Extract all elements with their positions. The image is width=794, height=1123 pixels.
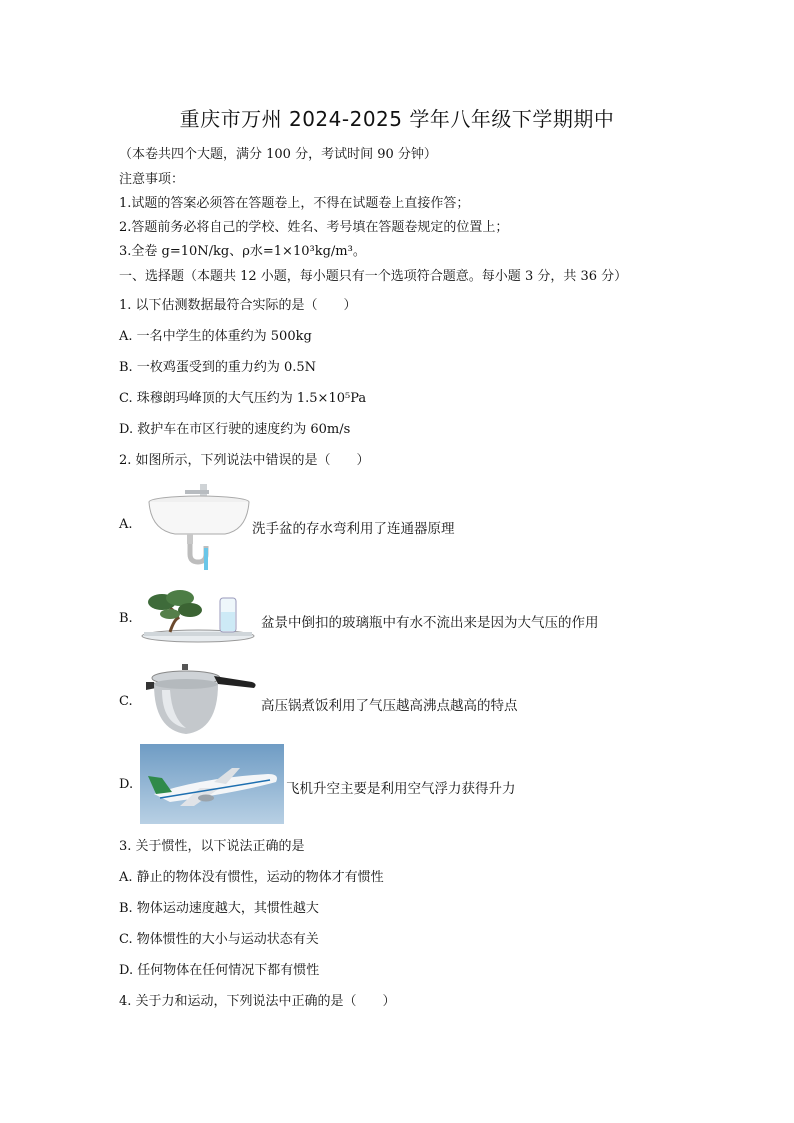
bonsai-bottle-image (140, 588, 256, 646)
note-item: 2.答题前务必将自己的学校、姓名、考号填在答题卷规定的位置上； (119, 220, 509, 235)
section-heading: 一、选择题（本题共 12 小题，每小题只有一个选项符合题意。每小题 3 分，共 36 分） (119, 269, 628, 284)
sink-drain-image (145, 482, 253, 572)
question-stem: 1. 以下估测数据最符合实际的是（ ） (119, 298, 357, 313)
question-stem: 2. 如图所示，下列说法中错误的是（ ） (119, 453, 370, 468)
option-label: C. (119, 694, 133, 709)
option-caption: 洗手盆的存水弯利用了连通器原理 (252, 521, 455, 537)
question-option: B. 物体运动速度越大，其惯性越大 (119, 901, 319, 916)
notes-heading: 注意事项： (119, 172, 185, 187)
question-option: C. 物体惯性的大小与运动状态有关 (119, 932, 319, 947)
page-title: 重庆市万州 2024-2025 学年八年级下学期期中 (179, 107, 615, 131)
option-caption: 盆景中倒扣的玻璃瓶中有水不流出来是因为大气压的作用 (261, 615, 599, 631)
option-caption: 高压锅煮饭利用了气压越高沸点越高的特点 (261, 698, 518, 714)
option-label: A. (119, 517, 133, 532)
note-item: 3.全卷 g=10N/kg、ρ水=1×10³kg/m³。 (119, 244, 366, 259)
question-option: B. 一枚鸡蛋受到的重力约为 0.5N (119, 360, 316, 375)
option-label: B. (119, 611, 133, 626)
question-option: A. 静止的物体没有惯性，运动的物体才有惯性 (119, 870, 384, 885)
exam-subtitle: （本卷共四个大题，满分 100 分，考试时间 90 分钟） (119, 147, 437, 162)
question-option: D. 救护车在市区行驶的速度约为 60m/s (119, 422, 351, 437)
question-option: D. 任何物体在任何情况下都有惯性 (119, 963, 320, 978)
pressure-cooker-image (142, 662, 260, 738)
question-option: C. 珠穆朗玛峰顶的大气压约为 1.5×10⁵Pa (119, 391, 367, 406)
question-option: A. 一名中学生的体重约为 500kg (119, 329, 312, 344)
airplane-image (140, 744, 284, 824)
question-stem: 4. 关于力和运动，下列说法中正确的是（ ） (119, 994, 396, 1009)
question-stem: 3. 关于惯性，以下说法正确的是 (119, 839, 305, 854)
option-label: D. (119, 777, 134, 792)
option-caption: 飞机升空主要是利用空气浮力获得升力 (286, 781, 516, 797)
note-item: 1.试题的答案必须答在答题卷上，不得在试题卷上直接作答； (119, 196, 470, 211)
